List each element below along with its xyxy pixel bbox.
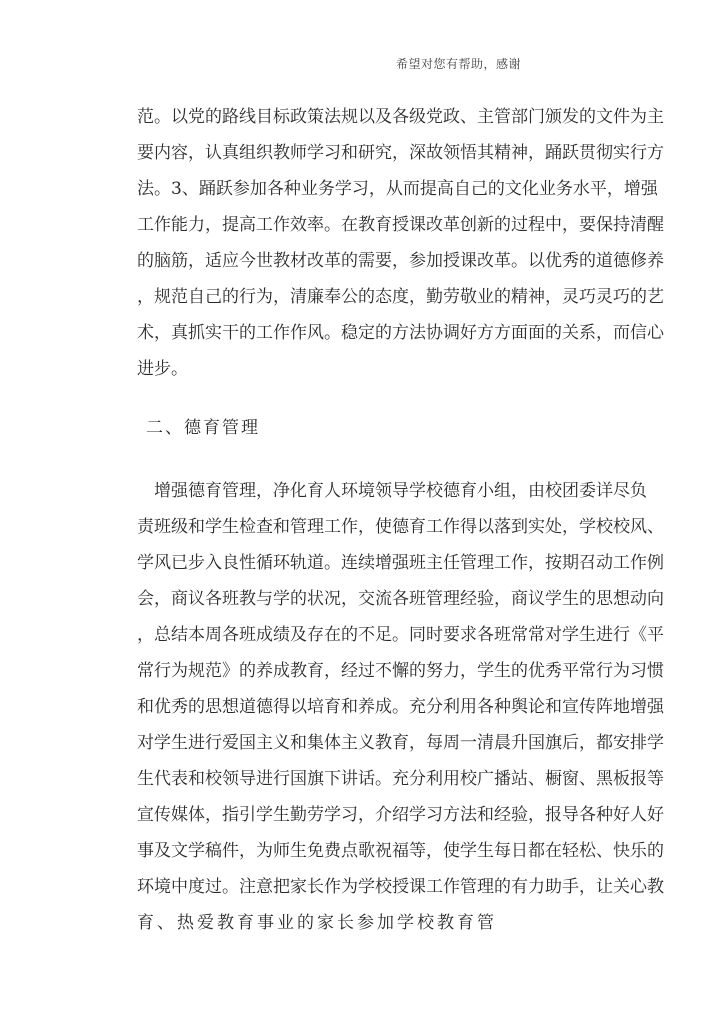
text-line: 学风已步入良性循环轨道。连续增强班主任管理工作，按期召动工作例 bbox=[137, 553, 664, 573]
text-line: 育、热爱教育事业的家长参加学校教育管 bbox=[137, 913, 497, 933]
text-line: 进步。 bbox=[137, 359, 188, 379]
text-line: 范。以党的路线目标政策法规以及各级党政、主管部门颁发的文件为主 bbox=[137, 107, 664, 127]
text-line: ，规范自己的行为，清廉奉公的态度，勤劳敬业的精神，灵巧灵巧的艺 bbox=[137, 287, 664, 307]
text-line: 术，真抓实干的工作作风。稳定的方法协调好方方面面的关系，而信心 bbox=[137, 323, 664, 343]
page-header-note: 希望对您有帮助，感谢 bbox=[396, 57, 522, 71]
text-line: 责班级和学生检查和管理工作，使德育工作得以落到实处，学校校风、 bbox=[137, 517, 664, 537]
text-line: 要内容，认真组织教师学习和研究，深故领悟其精神，踊跃贯彻实行方 bbox=[137, 143, 664, 163]
text-line: 对学生进行爱国主义和集体主义教育，每周一清晨升国旗后，都安排学 bbox=[137, 733, 664, 753]
section-heading: 二、德育管理 bbox=[146, 418, 260, 438]
text-line: 事及文学稿件，为师生免费点歌祝福等，使学生每日都在轻松、快乐的 bbox=[137, 841, 664, 861]
text-line: 常行为规范》的养成教育，经过不懈的努力，学生的优秀平常行为习惯 bbox=[137, 661, 664, 681]
text-line: 的脑筋，适应今世教材改革的需要，参加授课改革。以优秀的道德修养 bbox=[137, 251, 664, 271]
text-line: 会，商议各班教与学的状况，交流各班管理经验，商议学生的思想动向 bbox=[137, 589, 664, 609]
text-line: 环境中度过。注意把家长作为学校授课工作管理的有力助手，让关心教 bbox=[137, 877, 664, 897]
text-line: 生代表和校领导进行国旗下讲话。充分利用校广播站、橱窗、黑板报等 bbox=[137, 769, 664, 789]
text-line: 工作能力，提高工作效率。在教育授课改革创新的过程中，要保持清醒 bbox=[137, 215, 664, 235]
text-line: 和优秀的思想道德得以培育和养成。充分利用各种舆论和宣传阵地增强 bbox=[137, 697, 664, 717]
text-line: 法。3、踊跃参加各种业务学习，从而提高自己的文化业务水平，增强 bbox=[137, 179, 658, 199]
text-line: 增强德育管理，净化育人环境领导学校德育小组，由校团委详尽负 bbox=[137, 481, 647, 501]
text-line: 宣传媒体，指引学生勤劳学习，介绍学习方法和经验，报导各种好人好 bbox=[137, 805, 664, 825]
text-line: ，总结本周各班成绩及存在的不足。同时要求各班常常对学生进行《平 bbox=[137, 625, 664, 645]
